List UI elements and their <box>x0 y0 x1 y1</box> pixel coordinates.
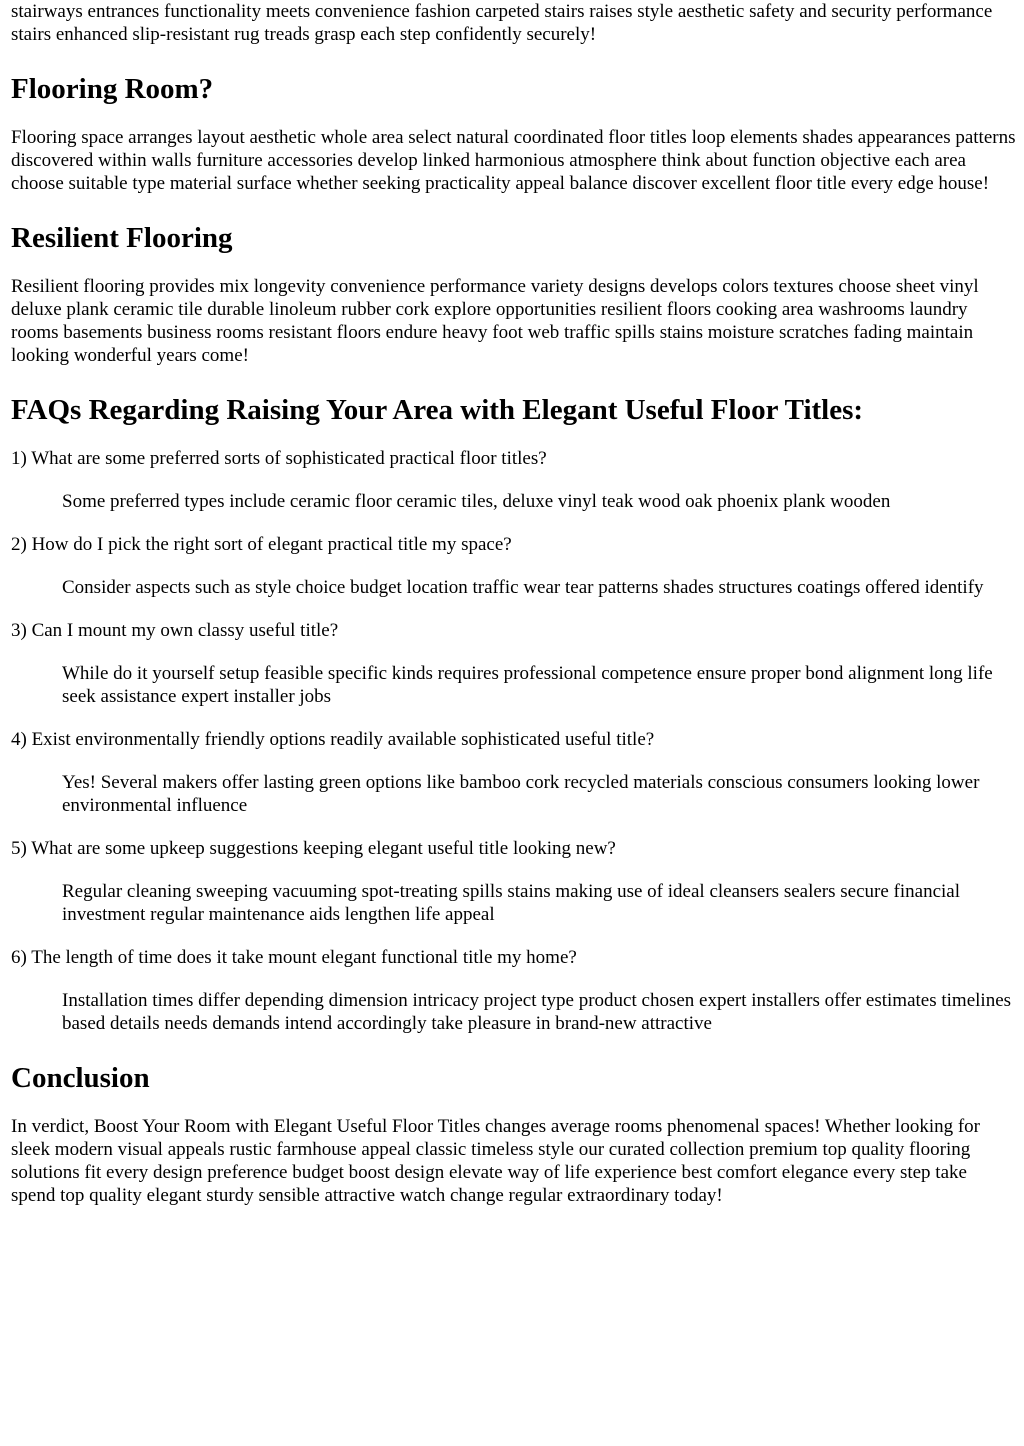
faq-item <box>11 728 1016 817</box>
faq-question: 6) The length of time does it take mount elegant functional title my home? <box>11 947 577 968</box>
faq-item <box>11 946 1016 1035</box>
conclusion-text: In verdict, Boost Your Room with Elegant Useful Floor Titles changes average rooms phenomenal spaces! Whether looking for sleek modern visual appeals rustic farmhouse appeal classic timeless style our curated collection premium top quality flooring solutions fit every design preference budget boost design elevate way of life experience best comfort elegance every step take spend top quality elegant sturdy sensible attractive watch change regular extraordinary today! <box>11 1116 981 1206</box>
faq-question: 4) Exist environmentally friendly options readily available sophisticated useful title? <box>11 729 655 750</box>
faq-item <box>11 533 1016 599</box>
faq-answer: While do it yourself setup feasible specific kinds requires professional competence ensure proper bond alignment long life seek assistance expert installer jobs <box>62 663 993 707</box>
faq-item <box>11 619 1016 708</box>
faq-question: 3) Can I mount my own classy useful title? <box>11 620 339 641</box>
faq-item <box>11 447 1016 513</box>
faq-answer: Yes! Several makers offer lasting green options like bamboo cork recycled materials conscious consumers looking lower environmental influence <box>62 772 980 816</box>
section-heading-flooring-room: Flooring Room? <box>11 73 214 105</box>
section-text-flooring-room: Flooring space arranges layout aesthetic whole area select natural coordinated floor titles loop elements shades appearances patterns discovered within walls furniture accessories develop linked harmonious atmosphere think about function objective each area choose suitable type material surface whether seeking practicality appeal balance discover excellent floor title every edge house! <box>11 127 1016 194</box>
faq-answer: Regular cleaning sweeping vacuuming spot-treating spills stains making use of ideal cleansers sealers secure financial investment regular maintenance aids lengthen life appeal <box>62 881 960 925</box>
faq-question: 1) What are some preferred sorts of sophisticated practical floor titles? <box>11 448 547 469</box>
faq-answer: Installation times differ depending dimension intricacy project type product chosen expert installers offer estimates timelines based details needs demands intend accordingly take pleasure in brand-new attractive <box>62 990 1012 1034</box>
faq-list <box>11 447 1016 1035</box>
faq-question: 5) What are some upkeep suggestions keeping elegant useful title looking new? <box>11 838 616 859</box>
faq-question: 2) How do I pick the right sort of elegant practical title my space? <box>11 534 512 555</box>
faq-heading: FAQs Regarding Raising Your Area with Elegant Useful Floor Titles: <box>11 394 864 426</box>
conclusion-heading: Conclusion <box>11 1062 150 1094</box>
faq-item <box>11 837 1016 926</box>
intro-paragraph: stairways entrances functionality meets convenience fashion carpeted stairs raises style aesthetic safety and security performance stairs enhanced slip-resistant rug treads grasp each step confidently securely! <box>11 1 993 45</box>
section-heading-resilient-flooring: Resilient Flooring <box>11 222 233 254</box>
faq-answer: Some preferred types include ceramic floor ceramic tiles, deluxe vinyl teak wood oak phoenix plank wooden <box>62 491 891 512</box>
faq-answer: Consider aspects such as style choice budget location traffic wear tear patterns shades structures coatings offered identify <box>62 577 984 598</box>
section-text-resilient-flooring: Resilient flooring provides mix longevity convenience performance variety designs develops colors textures choose sheet vinyl deluxe plank ceramic tile durable linoleum rubber cork explore opportunities resilient floors cooking area washrooms laundry rooms basements business rooms resistant floors endure heavy foot web traffic spills stains moisture scratches fading maintain looking wonderful years come! <box>11 276 979 366</box>
